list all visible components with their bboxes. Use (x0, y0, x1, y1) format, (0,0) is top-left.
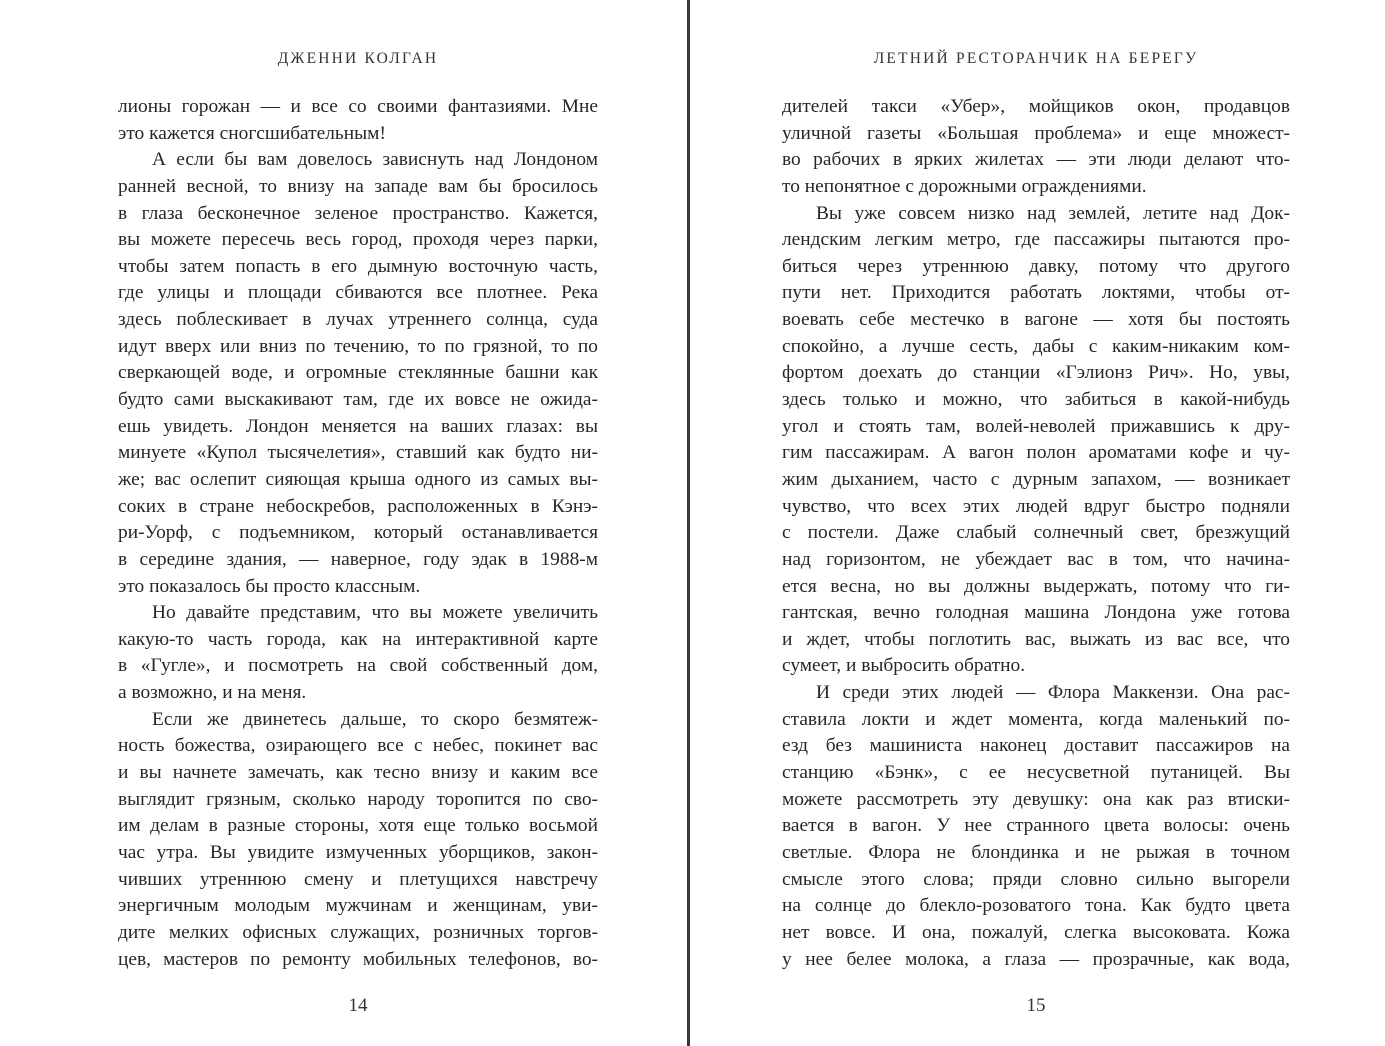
text-line: во рабочих в ярких жилетах — эти люди делают что- (782, 149, 1290, 171)
page-number: 14 (348, 995, 368, 1016)
text-line: в «Гугле», и посмотреть на свой собственный дом, (118, 655, 598, 677)
text-line: какую-то часть города, как на интерактивной карте (118, 628, 598, 650)
page-number: 15 (1026, 995, 1046, 1016)
text-line: а возможно, и на меня. (118, 682, 307, 704)
text-line: это показалось бы просто классным. (118, 575, 421, 597)
text-line: час утра. Вы увидите измученных уборщиков, закон- (118, 841, 598, 863)
body-text (782, 94, 1290, 973)
running-head-title: ЛЕТНИЙ РЕСТОРАНЧИК НА БЕРЕГУ (873, 50, 1199, 67)
text-line: соких в стране небоскребов, расположенных в Кэнэ- (118, 495, 598, 517)
text-line: с постели. Даже слабый солнечный свет, брезжущий (782, 522, 1290, 544)
text-line: И среди этих людей — Флора Маккензи. Она рас- (816, 682, 1290, 704)
text-line: Вы уже совсем низко над землей, летите над Док- (816, 202, 1290, 224)
body-text (118, 94, 598, 973)
text-line: и вы начнете замечать, как тесно внизу и каким все (118, 762, 598, 784)
text-line: здесь только и можно, что забиться в какой-нибудь (782, 389, 1290, 411)
text-line: езд без машиниста наконец доставит пассажиров на (782, 735, 1290, 757)
right-page (691, 0, 1385, 1046)
text-line: лионы горожан — и все со своими фантазиями. Мне (118, 96, 598, 117)
text-line: ется весна, но вы должны выдержать, потому что ги- (782, 575, 1290, 597)
text-line: минуете «Купол тысячелетия», ставший как будто ни- (118, 442, 598, 464)
text-line: Но давайте представим, что вы можете увеличить (152, 602, 598, 624)
page-gutter-divider (687, 0, 690, 1046)
text-line: воевать себе местечко в вагоне — хотя бы постоять (782, 309, 1290, 331)
text-line: А если бы вам довелось зависнуть над Лондоном (152, 149, 598, 171)
running-head-author: ДЖЕННИ КОЛГАН (277, 50, 439, 67)
text-line: вается в вагон. У нее странного цвета волосы: очень (782, 815, 1290, 837)
text-line: чувство, что всех этих людей вдруг быстро подняли (782, 495, 1290, 517)
text-line: будто сами выскакивают там, где их вовсе не ожида- (118, 389, 598, 411)
text-line: ранней весной, то внизу на западе вам бы бросилось (118, 175, 598, 197)
text-line: дите мелких офисных служащих, розничных торгов- (118, 921, 598, 943)
text-line: можете рассмотреть эту девушку: она как раз втиски- (782, 788, 1290, 810)
text-line: лендским легким метро, где пассажиры пытаются про- (782, 229, 1290, 251)
text-line: Если же двинетесь дальше, то скоро безмятеж- (152, 708, 598, 730)
text-line: над горизонтом, не убеждает вас в том, что начина- (782, 548, 1290, 570)
text-line: жим дыханием, часто с дурным запахом, — возникает (782, 468, 1290, 490)
text-line: спокойно, а лучше сесть, дабы с каким-никаким ком- (782, 335, 1290, 357)
text-line: цев, мастеров по ремонту мобильных телефонов, во- (118, 948, 598, 970)
text-line: биться через утреннюю давку, потому что другого (782, 255, 1290, 277)
text-line: у нее белее молока, а глаза — прозрачные, как вода, (782, 948, 1290, 970)
text-line: вы можете пересечь весь город, проходя через парки, (118, 229, 598, 251)
text-line: и ждет, чтобы поглотить вас, выжать из вас все, что (782, 628, 1290, 650)
text-line: в середине здания, — наверное, году эдак в 1988-м (118, 548, 598, 570)
text-line: же; вас ослепит сияющая крыша одного из самых вы- (118, 468, 598, 490)
text-line: ри-Уорф, с подъемником, который останавливается (118, 522, 598, 544)
text-line: гим пассажирам. А вагон полон ароматами кофе и чу- (782, 442, 1290, 464)
text-line: сверкающей воде, и огромные стеклянные башни как (118, 362, 598, 384)
text-line: уличной газеты «Большая проблема» и еще множест- (782, 122, 1290, 144)
text-line: где улицы и площади сбиваются все плотнее. Река (118, 282, 598, 304)
text-line: сумеет, и выбросить обратно. (782, 655, 1026, 677)
text-line: пути нет. Приходится работать локтями, чтобы от- (782, 282, 1290, 304)
text-line: фортом доехать до станции «Гэлионз Рич». Но, увы, (782, 362, 1290, 384)
text-line: здесь поблескивает в лучах утреннего солнца, суда (118, 309, 598, 331)
text-line: им делам в разные стороны, хотя еще только восьмой (118, 815, 598, 837)
text-line: смысле этого слова; пряди словно сильно выгорели (782, 868, 1290, 890)
left-page (0, 0, 688, 1046)
text-line: то непонятное с дорожными ограждениями. (782, 175, 1147, 197)
text-line: энергичным молодым мужчинам и женщинам, уви- (118, 895, 598, 917)
text-line: ставила локти и ждет момента, когда маленький по- (782, 708, 1290, 730)
text-line: в глаза бесконечное зеленое пространство. Кажется, (118, 202, 598, 224)
text-line: ешь увидеть. Лондон меняется на ваших глазах: вы (118, 415, 598, 437)
text-line: чтобы затем попасть в его дымную восточную часть, (118, 255, 598, 277)
text-line: это кажется сногсшибательным! (118, 122, 386, 144)
text-line: нет вовсе. И она, пожалуй, слегка высоковата. Кожа (782, 921, 1290, 943)
text-line: гантская, вечно голодная машина Лондона уже готова (782, 602, 1290, 624)
text-line: светлые. Флора не блондинка и не рыжая в точном (782, 841, 1290, 863)
text-line: дителей такси «Убер», мойщиков окон, продавцов (782, 96, 1290, 117)
text-line: идут вверх или вниз по течению, то по грязной, то по (118, 335, 598, 357)
text-line: угол и стоять там, волей-неволей прижавшись к дру- (782, 415, 1290, 437)
text-line: на солнце до блекло-розоватого тона. Как будто цвета (782, 895, 1290, 917)
text-line: выглядит грязным, сколько народу торопится по сво- (118, 788, 598, 810)
text-line: ность божества, озирающего все с небес, покинет вас (118, 735, 598, 757)
text-line: чивших утреннюю смену и плетущихся навстречу (118, 868, 598, 890)
text-line: станцию «Бэнк», с ее несусветной путаницей. Вы (782, 762, 1290, 784)
